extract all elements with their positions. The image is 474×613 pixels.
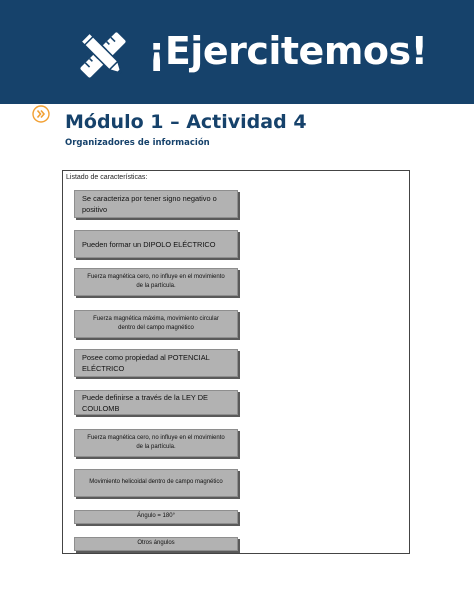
banner-title: ¡Ejercitemos! bbox=[148, 29, 428, 73]
characteristic-card[interactable] bbox=[74, 230, 238, 258]
card-text: Ángulo = 180° bbox=[137, 513, 175, 520]
characteristic-card[interactable] bbox=[74, 190, 238, 218]
title-banner bbox=[0, 0, 474, 104]
page-subtitle: Organizadores de información bbox=[65, 138, 210, 148]
card-text: Se caracteriza por tener signo negativo o positivo bbox=[82, 194, 217, 214]
card-text: Posee como propiedad al POTENCIAL ELÉCTRICO bbox=[82, 353, 210, 373]
list-heading: Listado de características: bbox=[66, 174, 148, 181]
card-text: Fuerza magnética cero, no influye en el movimiento de la partícula. bbox=[87, 434, 225, 450]
card-text: Puede definirse a través de la LEY DE COULOMB bbox=[82, 392, 208, 413]
card-text: Pueden formar un DIPOLO ELÉCTRICO bbox=[82, 239, 216, 249]
card-text: Fuerza magnética cero, no influye en el movimiento de la partícula. bbox=[87, 273, 225, 289]
card-text: Movimiento helicoidal dentro de campo magnético bbox=[89, 479, 223, 486]
characteristic-card[interactable] bbox=[74, 390, 238, 415]
characteristic-card[interactable] bbox=[74, 469, 238, 497]
characteristic-card[interactable] bbox=[74, 429, 238, 457]
characteristic-card[interactable] bbox=[74, 349, 238, 377]
characteristic-card[interactable] bbox=[74, 310, 238, 338]
characteristic-card[interactable] bbox=[74, 268, 238, 296]
double-chevron-right-icon bbox=[32, 105, 50, 123]
pencil-ruler-icon bbox=[74, 26, 132, 84]
page-title: Módulo 1 – Actividad 4 bbox=[65, 111, 307, 133]
card-text: Otros ángulos bbox=[137, 540, 175, 547]
characteristic-card[interactable] bbox=[74, 537, 238, 551]
card-text: Fuerza magnética máxima, movimiento circular dentro del campo magnético bbox=[93, 315, 219, 331]
characteristic-card[interactable] bbox=[74, 510, 238, 524]
